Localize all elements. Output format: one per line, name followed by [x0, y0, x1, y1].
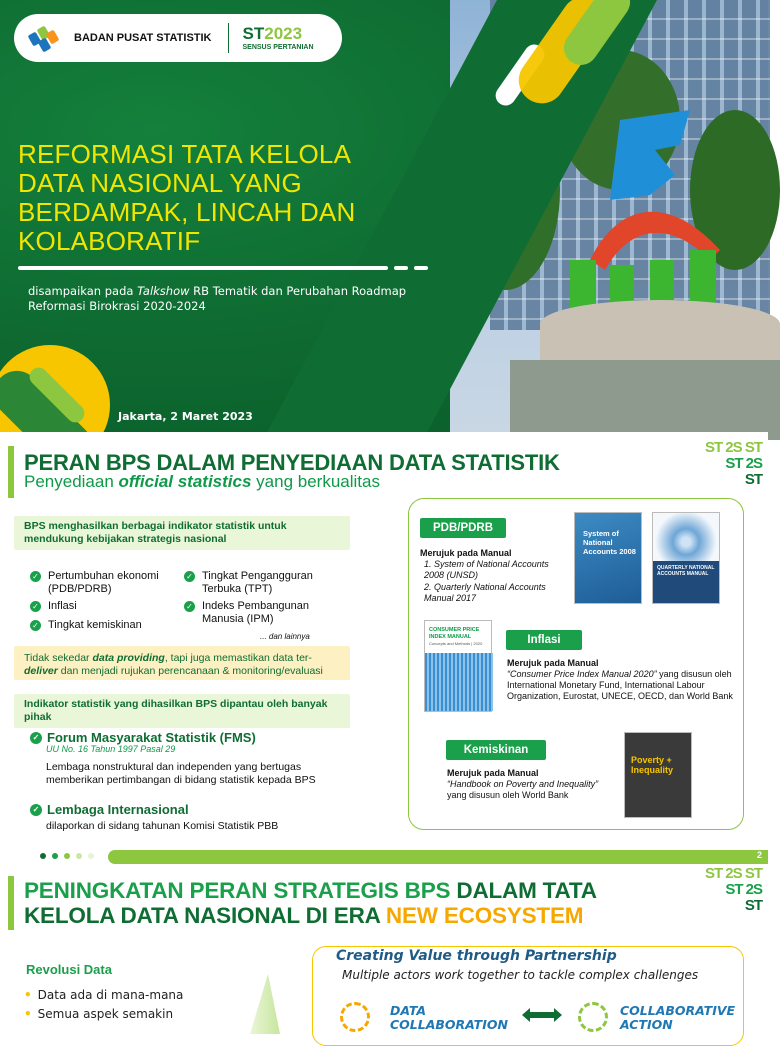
kemiskinan-ref-heading: Merujuk pada Manual [447, 768, 539, 778]
st-prefix: ST [242, 24, 265, 43]
indicator-item: ✓ Tingkat Pengangguran Terbuka (TPT) [184, 570, 324, 596]
bps-role-slide [0, 432, 768, 864]
qna-manual-cover: QUARTERLY NATIONAL ACCOUNTS MANUAL [652, 512, 720, 604]
pdb-label: PDB/PDRB [420, 518, 506, 538]
title-accent-bar [8, 446, 14, 498]
fms-heading: ✓ Forum Masyarakat Statistik (FMS) [30, 730, 256, 745]
indicator-item: ✓ Inflasi [30, 600, 77, 613]
title-line: BERDAMPAK, LINCAH DAN [18, 197, 356, 227]
page-number: 2 [756, 850, 762, 860]
inflasi-ref-heading: Merujuk pada Manual [507, 658, 599, 668]
title-accent-bar [8, 876, 14, 930]
indicator-item: ✓ Indeks Pembangunan Manusia (IPM) [184, 600, 324, 626]
indicators-banner: BPS menghasilkan berbagai indikator statistik untuk mendukung kebijakan strategis nasional [14, 516, 350, 550]
st2023-logo [243, 25, 314, 51]
pdb-manual-item: 2. Quarterly National Accounts Manual 2017 [424, 582, 546, 603]
list-item: • Data ada di mana-mana [24, 988, 184, 1002]
org-name: BADAN PUSAT STATISTIK [74, 32, 212, 44]
check-icon: ✓ [30, 732, 42, 744]
data-collaboration-label: DATA COLLABORATION [390, 1003, 508, 1032]
double-arrow-icon [522, 1008, 562, 1022]
indicator-item: ✓ Pertumbuhan ekonomi (PDB/PDRB) [30, 570, 170, 596]
check-icon: ✓ [30, 601, 41, 612]
cpi-manual-cover: CONSUMER PRICE INDEX MANUAL Concepts and Methods | 2020 [424, 620, 492, 712]
list-item: • Semua aspek semakin [24, 1007, 174, 1021]
slide-title: PENINGKATAN PERAN STRATEGIS BPS DALAM TATA KELOLA DATA NASIONAL DI ERA NEW ECOSYSTEM [24, 878, 597, 928]
pdb-ref-heading: Merujuk pada Manual [420, 548, 512, 558]
decor-triangle [250, 974, 280, 1034]
title-line: REFORMASI TATA KELOLA [18, 139, 352, 169]
logo-header [14, 14, 342, 62]
indicator-item: ✓ Tingkat kemiskinan [30, 619, 142, 632]
title-line: DATA NASIONAL YANG [18, 168, 302, 198]
slide-subtitle: Penyediaan official statistics yang berkualitas [24, 472, 380, 491]
footer-bar [108, 850, 768, 864]
slide-title [18, 140, 398, 256]
slide-title: PERAN BPS DALAM PENYEDIAAN DATA STATISTIK [24, 450, 560, 475]
st-pattern-decor: ST 2S ST ST 2S ST [704, 865, 762, 914]
subtitle-text: disampaikan pada [28, 284, 138, 298]
check-icon: ✓ [30, 571, 41, 582]
poverty-inequality-cover: Poverty + Inequality [624, 732, 692, 818]
bps-logo-icon [28, 23, 68, 53]
subtitle-italic: Talkshow [137, 284, 190, 298]
check-icon: ✓ [184, 571, 195, 582]
international-heading: ✓ Lembaga Internasional [30, 802, 189, 817]
check-icon: ✓ [30, 804, 42, 816]
logo-divider [228, 23, 229, 53]
fms-law-reference: UU No. 16 Tahun 1997 Pasal 29 [46, 744, 176, 754]
inflasi-description: “Consumer Price Index Manual 2020” yang disusun oleh International Monetary Fund, International Labour Organization, Eurostat, UNECE, OECD, dan World Bank [507, 669, 733, 701]
check-icon: ✓ [184, 601, 195, 612]
presentation-context [28, 284, 408, 314]
progress-dots [40, 853, 94, 859]
data-collaboration-icon [340, 1002, 370, 1032]
partnership-title: Creating Value through Partnership [330, 948, 623, 964]
kemiskinan-label: Kemiskinan [446, 740, 546, 760]
inflasi-label: Inflasi [506, 630, 582, 650]
data-revolution-heading: Revolusi Data [26, 962, 112, 977]
collaborative-action-icon [578, 1002, 608, 1032]
sigma-monument [580, 100, 730, 320]
sna-2008-cover: System of National Accounts 2008 [574, 512, 642, 604]
presentation-date: Jakarta, 2 Maret 2023 [118, 410, 253, 423]
partnership-subtitle: Multiple actors work together to tackle complex challenges [342, 968, 699, 982]
more-indicators-note: ... dan lainnya [260, 632, 310, 641]
st-tagline: SENSUS PERTANIAN [242, 44, 314, 51]
title-rule [18, 266, 428, 270]
check-icon: ✓ [30, 620, 41, 631]
title-line: KOLABORATIF [18, 226, 201, 256]
strategic-role-slide [0, 864, 768, 1032]
st-pattern-decor: ST 2S ST ST 2S ST [704, 439, 762, 488]
data-providing-note: Tidak sekedar data providing, tapi juga memastikan data ter-deliver dan menjadi rujukan perencanaan & monitoring/evaluasi [14, 646, 350, 680]
st-year: 2023 [264, 24, 303, 43]
kemiskinan-description: “Handbook on Poverty and Inequality” yang disusun oleh World Bank [447, 779, 599, 800]
slide-footer [0, 848, 768, 864]
subtitle-text: RB Tematik dan Perubahan Roadmap Reformasi Birokrasi 2020-2024 [28, 284, 407, 313]
pdb-manual-item: 1. System of National Accounts 2008 (UNSD) [424, 559, 549, 580]
collaborative-action-label: COLLABORATIVE ACTION [620, 1003, 736, 1032]
title-slide [0, 0, 768, 432]
international-description: dilaporkan di sidang tahunan Komisi Statistik PBB [46, 820, 279, 832]
fms-description: Lembaga nonstruktural dan independen yang bertugas memberikan pertimbangan di bidang statistik kepada BPS [46, 761, 316, 786]
monitoring-banner: Indikator statistik yang dihasilkan BPS dipantau oleh banyak pihak [14, 694, 350, 728]
